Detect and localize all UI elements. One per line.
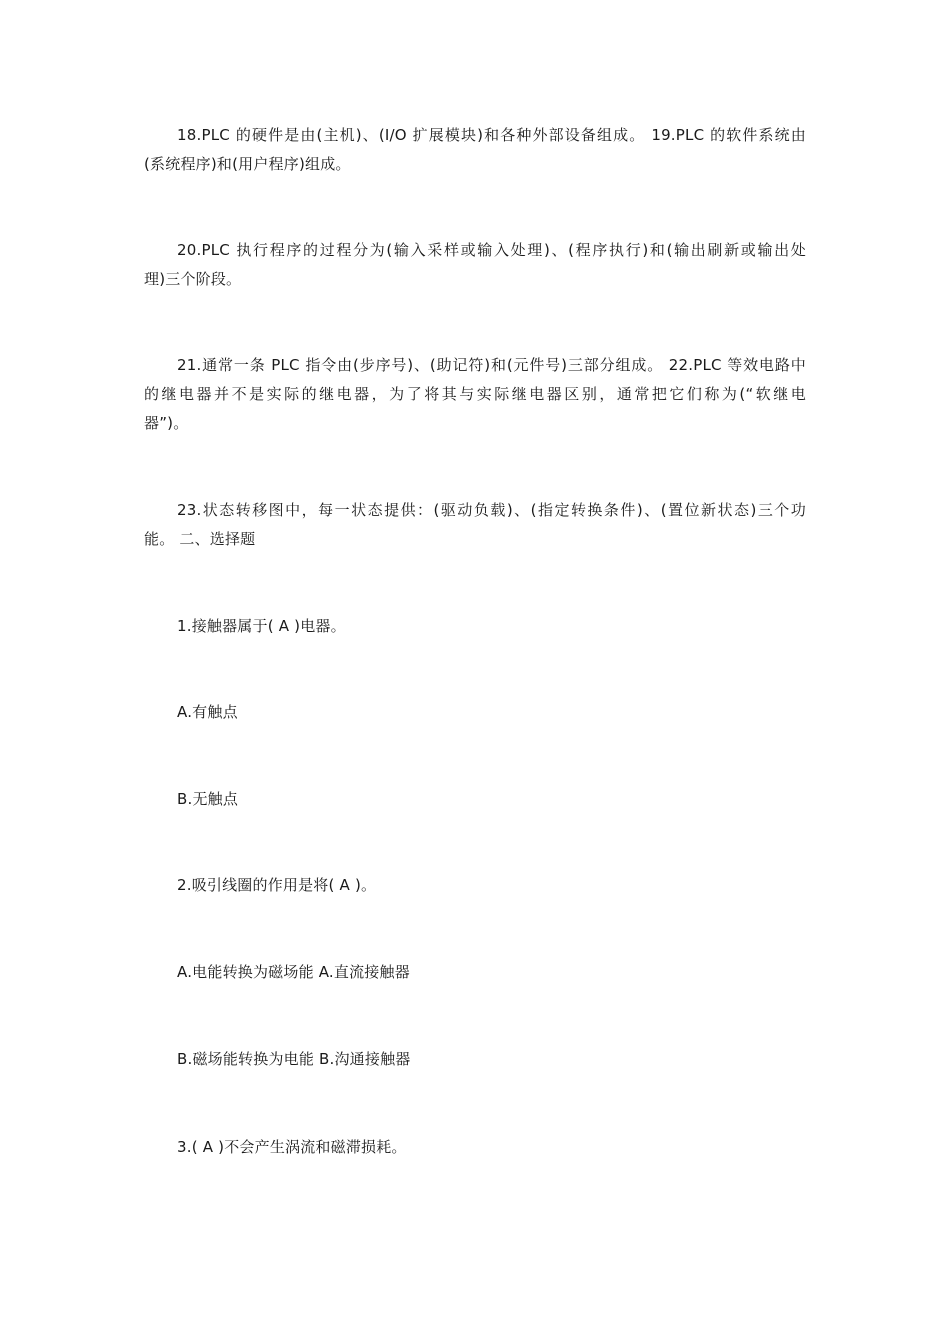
paragraph-line: 21.通常一条 PLC 指令由(步序号)、(助记符)和(元件号)三部分组成。 22.PLC 等效电路中	[177, 356, 806, 374]
paragraph-line: 的继电器并不是实际的继电器，为了将其与实际继电器区别，通常把它们称为(“软继电	[144, 385, 806, 403]
paragraph-18-19	[144, 121, 806, 179]
question-3: 3.( A )不会产生涡流和磁滞损耗。	[177, 1138, 407, 1156]
question-2-option-a: A.电能转换为磁场能 A.直流接触器	[177, 963, 410, 981]
question-1-option-a: A.有触点	[177, 703, 238, 721]
paragraph-line: 18.PLC 的硬件是由(主机)、(I/O 扩展模块)和各种外部设备组成。 19.PLC 的软件系统由	[177, 126, 806, 144]
paragraph-21-22	[144, 351, 806, 438]
question-2-option-b: B.磁场能转换为电能 B.沟通接触器	[177, 1050, 411, 1068]
paragraph-23	[144, 496, 806, 554]
paragraph-line: 20.PLC 执行程序的过程分为(输入采样或输入处理)、(程序执行)和(输出刷新或输出处	[177, 241, 806, 259]
paragraph-20	[144, 236, 806, 294]
paragraph-line: 器”)。	[144, 414, 189, 432]
paragraph-line: 理)三个阶段。	[144, 270, 242, 288]
paragraph-line: 能。 二、选择题	[144, 530, 256, 548]
question-1: 1.接触器属于( A )电器。	[177, 617, 346, 635]
question-1-option-b: B.无触点	[177, 790, 239, 808]
paragraph-line: (系统程序)和(用户程序)组成。	[144, 155, 351, 173]
paragraph-line: 23.状态转移图中，每一状态提供：(驱动负载)、(指定转换条件)、(置位新状态)三个功	[177, 501, 806, 519]
question-2: 2.吸引线圈的作用是将( A )。	[177, 876, 377, 894]
